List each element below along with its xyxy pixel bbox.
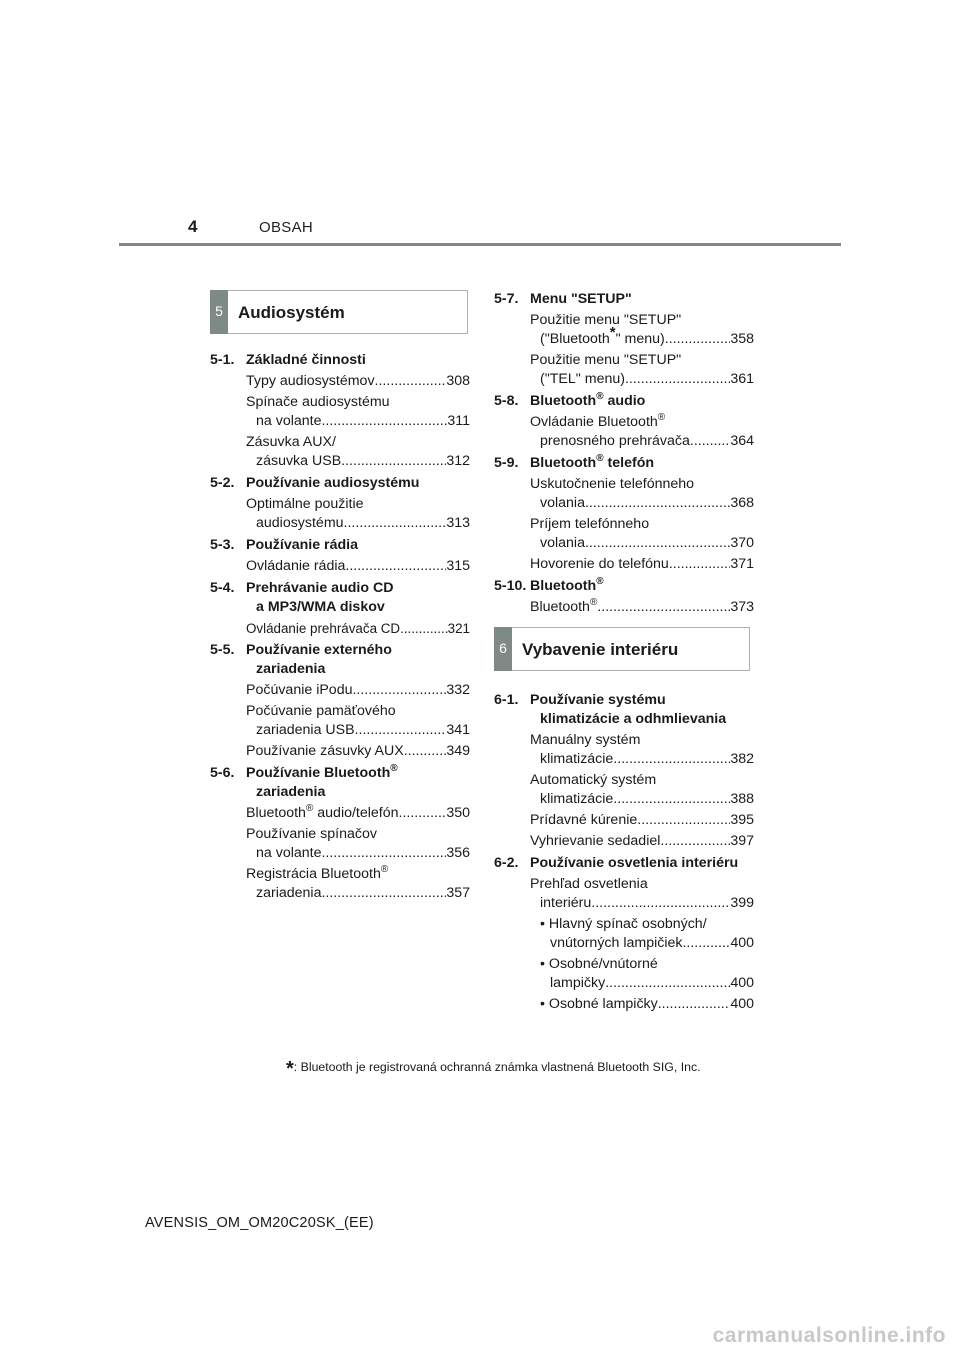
registered-mark: ® bbox=[380, 864, 389, 875]
toc-entry[interactable]: Ovládanie prehrávača CD ..... 321 bbox=[210, 619, 470, 638]
toc-entry[interactable]: Príjem telefónneho volania ..... 370 bbox=[494, 515, 754, 553]
page-ref: 397 bbox=[730, 833, 754, 849]
section-title-cont: klimatizácie a odhmlievania bbox=[540, 711, 727, 727]
toc-entry[interactable]: Zásuvka AUX/ zásuvka USB ..... 312 bbox=[210, 433, 470, 471]
chapter-title: Audiosystém bbox=[238, 302, 345, 322]
page-ref: 321 bbox=[447, 621, 470, 636]
section-title: Bluetooth bbox=[530, 393, 597, 409]
toc-entry[interactable]: Bluetooth® audio/telefón ..... 350 bbox=[210, 804, 470, 823]
page-ref: 350 bbox=[446, 805, 470, 821]
section-title-cont: a MP3/WMA diskov bbox=[256, 599, 385, 615]
toc-section[interactable]: 5-8. Bluetooth® audio bbox=[494, 391, 646, 409]
page-ref: 357 bbox=[446, 885, 470, 901]
registered-mark: ® bbox=[589, 597, 598, 608]
chapter-box-5[interactable] bbox=[210, 290, 468, 334]
toc-entry[interactable]: Použitie menu "SETUP" ("TEL" menu) ..... 361 bbox=[494, 351, 754, 389]
section-number: 5-2. bbox=[210, 475, 235, 491]
footnote-text: : Bluetooth je registrovaná ochranná známka vlastnená Bluetooth SIG, Inc. bbox=[293, 1060, 701, 1074]
asterisk-mark: * bbox=[286, 1058, 294, 1080]
toc-section[interactable] bbox=[210, 536, 470, 555]
toc-entry[interactable]: Použitie menu "SETUP" ("Bluetooth*" menu) ..... 358 bbox=[494, 311, 754, 349]
section-title: Používanie Bluetooth bbox=[246, 765, 391, 781]
section-title-cont: zariadenia bbox=[256, 661, 326, 677]
page-ref: 400 bbox=[730, 975, 754, 991]
document-id: AVENSIS_OM_OM20C20SK_(EE) bbox=[145, 1215, 374, 1231]
section-title: Prehrávanie audio CD bbox=[246, 580, 394, 596]
section-number: 5-8. bbox=[494, 393, 519, 409]
toc-entry[interactable]: Hovorenie do telefónu ..... 371 bbox=[494, 555, 754, 574]
page-ref: 373 bbox=[730, 599, 754, 615]
toc-section[interactable] bbox=[210, 579, 470, 617]
chapter-box-6[interactable] bbox=[494, 627, 750, 671]
page-ref: 311 bbox=[447, 413, 470, 429]
toc-entry[interactable]: Počúvanie pamäťového zariadenia USB ..... 341 bbox=[210, 702, 470, 740]
section-title-cont: zariadenia bbox=[256, 784, 326, 800]
toc-entry[interactable]: Optimálne použitie audiosystému ..... 313 bbox=[210, 495, 470, 533]
toc-entry[interactable]: Typy audiosystémov ..... 308 bbox=[210, 372, 470, 391]
footnote bbox=[286, 1058, 701, 1081]
section-number: 5-1. bbox=[210, 352, 235, 368]
section-title: Používanie systému bbox=[530, 692, 666, 708]
page-ref: 361 bbox=[730, 371, 754, 387]
chapter-title: Vybavenie interiéru bbox=[522, 639, 679, 659]
toc-entry[interactable]: Počúvanie iPodu ..... 332 bbox=[210, 681, 470, 700]
registered-mark: ® bbox=[596, 576, 604, 587]
toc-entry[interactable]: Používanie zásuvky AUX ..... 349 bbox=[210, 742, 470, 761]
toc-section[interactable] bbox=[494, 577, 754, 596]
registered-mark: ® bbox=[596, 391, 604, 402]
toc-section[interactable] bbox=[210, 351, 470, 370]
toc-entry[interactable]: Prídavné kúrenie ..... 395 bbox=[494, 811, 754, 830]
toc-entry[interactable]: Vyhrievanie sedadiel ..... 397 bbox=[494, 832, 754, 851]
toc-subentry[interactable]: • Osobné/vnútorné lampičky ..... 400 bbox=[494, 955, 754, 993]
section-number: 5-9. bbox=[494, 455, 519, 471]
section-number: 5-5. bbox=[210, 642, 235, 658]
toc-left-column bbox=[210, 290, 470, 903]
page-ref: 395 bbox=[730, 812, 754, 828]
page-ref: 371 bbox=[730, 556, 754, 572]
section-title: Používanie externého bbox=[246, 642, 392, 658]
section-number: 5-10. bbox=[494, 578, 527, 594]
section-number: 5-4. bbox=[210, 580, 235, 596]
toc-section[interactable] bbox=[494, 290, 754, 309]
toc-subentry[interactable]: • Osobné lampičky ..... 400 bbox=[494, 995, 754, 1014]
page-ref: 388 bbox=[730, 791, 754, 807]
asterisk-mark: * bbox=[609, 324, 616, 341]
toc-entry[interactable]: Bluetooth® ..... 373 bbox=[494, 598, 754, 617]
page-ref: 308 bbox=[446, 373, 470, 389]
chapter-number-tab: 5 bbox=[210, 290, 228, 334]
registered-mark: ® bbox=[305, 803, 314, 814]
section-title: Používanie audiosystému bbox=[246, 475, 420, 491]
toc-entry[interactable]: Prehľad osvetlenia interiéru ..... 399 bbox=[494, 875, 754, 913]
section-title: Používanie osvetlenia interiéru bbox=[530, 855, 739, 871]
page-ref: 400 bbox=[730, 935, 754, 951]
section-number: 6-2. bbox=[494, 855, 519, 871]
page-ref: 341 bbox=[446, 722, 470, 738]
toc-section[interactable]: 5-9. Bluetooth® telefón bbox=[494, 453, 655, 471]
toc-section[interactable] bbox=[210, 641, 470, 679]
page-ref: 332 bbox=[446, 682, 470, 698]
toc-entry[interactable]: Spínače audiosystému na volante ..... 311 bbox=[210, 393, 470, 431]
page-ref: 312 bbox=[446, 453, 470, 469]
toc-section[interactable] bbox=[210, 474, 470, 493]
toc-right-column bbox=[494, 290, 754, 1014]
watermark: carmanualsonline.info bbox=[712, 1324, 946, 1347]
section-title: Bluetooth bbox=[530, 455, 597, 471]
section-title: Menu "SETUP" bbox=[530, 291, 632, 307]
toc-entry[interactable]: Používanie spínačov na volante ..... 356 bbox=[210, 825, 470, 863]
toc-entry[interactable]: Ovládanie rádia ..... 315 bbox=[210, 557, 470, 576]
header-rule bbox=[119, 243, 841, 246]
section-title: Základné činnosti bbox=[246, 352, 366, 368]
toc-entry[interactable]: Uskutočnenie telefónneho volania ..... 368 bbox=[494, 475, 754, 513]
page-ref: 370 bbox=[730, 535, 754, 551]
section-title: Používanie rádia bbox=[246, 537, 358, 553]
toc-entry[interactable]: Ovládanie Bluetooth® prenosného prehrávača ..... 364 bbox=[494, 413, 754, 451]
page-number: 4 bbox=[188, 217, 198, 236]
toc-section[interactable] bbox=[210, 764, 470, 802]
page-ref: 364 bbox=[730, 433, 754, 449]
toc-section[interactable] bbox=[494, 854, 754, 873]
registered-mark: ® bbox=[390, 763, 398, 774]
page-ref: 315 bbox=[446, 558, 470, 574]
page-ref: 399 bbox=[730, 895, 754, 911]
registered-mark: ® bbox=[657, 412, 666, 423]
page-ref: 356 bbox=[446, 845, 470, 861]
toc-section[interactable] bbox=[494, 691, 754, 729]
chapter-number-tab: 6 bbox=[494, 627, 512, 671]
toc-entry[interactable]: Manuálny systém klimatizácie ..... 382 bbox=[494, 731, 754, 769]
page-ref: 382 bbox=[730, 751, 754, 767]
page-ref: 400 bbox=[730, 996, 754, 1012]
section-title: Bluetooth bbox=[530, 578, 597, 594]
toc-entry[interactable]: Automatický systém klimatizácie ..... 388 bbox=[494, 771, 754, 809]
page-header-title: OBSAH bbox=[259, 219, 314, 236]
section-number: 5-6. bbox=[210, 765, 235, 781]
page-ref: 358 bbox=[730, 331, 754, 347]
page-ref: 313 bbox=[446, 515, 470, 531]
toc-subentry[interactable]: • Hlavný spínač osobných/ vnútorných lampičiek ..... 400 bbox=[494, 915, 754, 953]
toc-entry[interactable]: Registrácia Bluetooth® zariadenia ..... 357 bbox=[210, 865, 470, 903]
section-number: 5-7. bbox=[494, 291, 519, 307]
section-number: 5-3. bbox=[210, 537, 235, 553]
page-ref: 349 bbox=[446, 743, 470, 759]
registered-mark: ® bbox=[596, 453, 604, 464]
page-ref: 368 bbox=[730, 495, 754, 511]
section-number: 6-1. bbox=[494, 692, 519, 708]
